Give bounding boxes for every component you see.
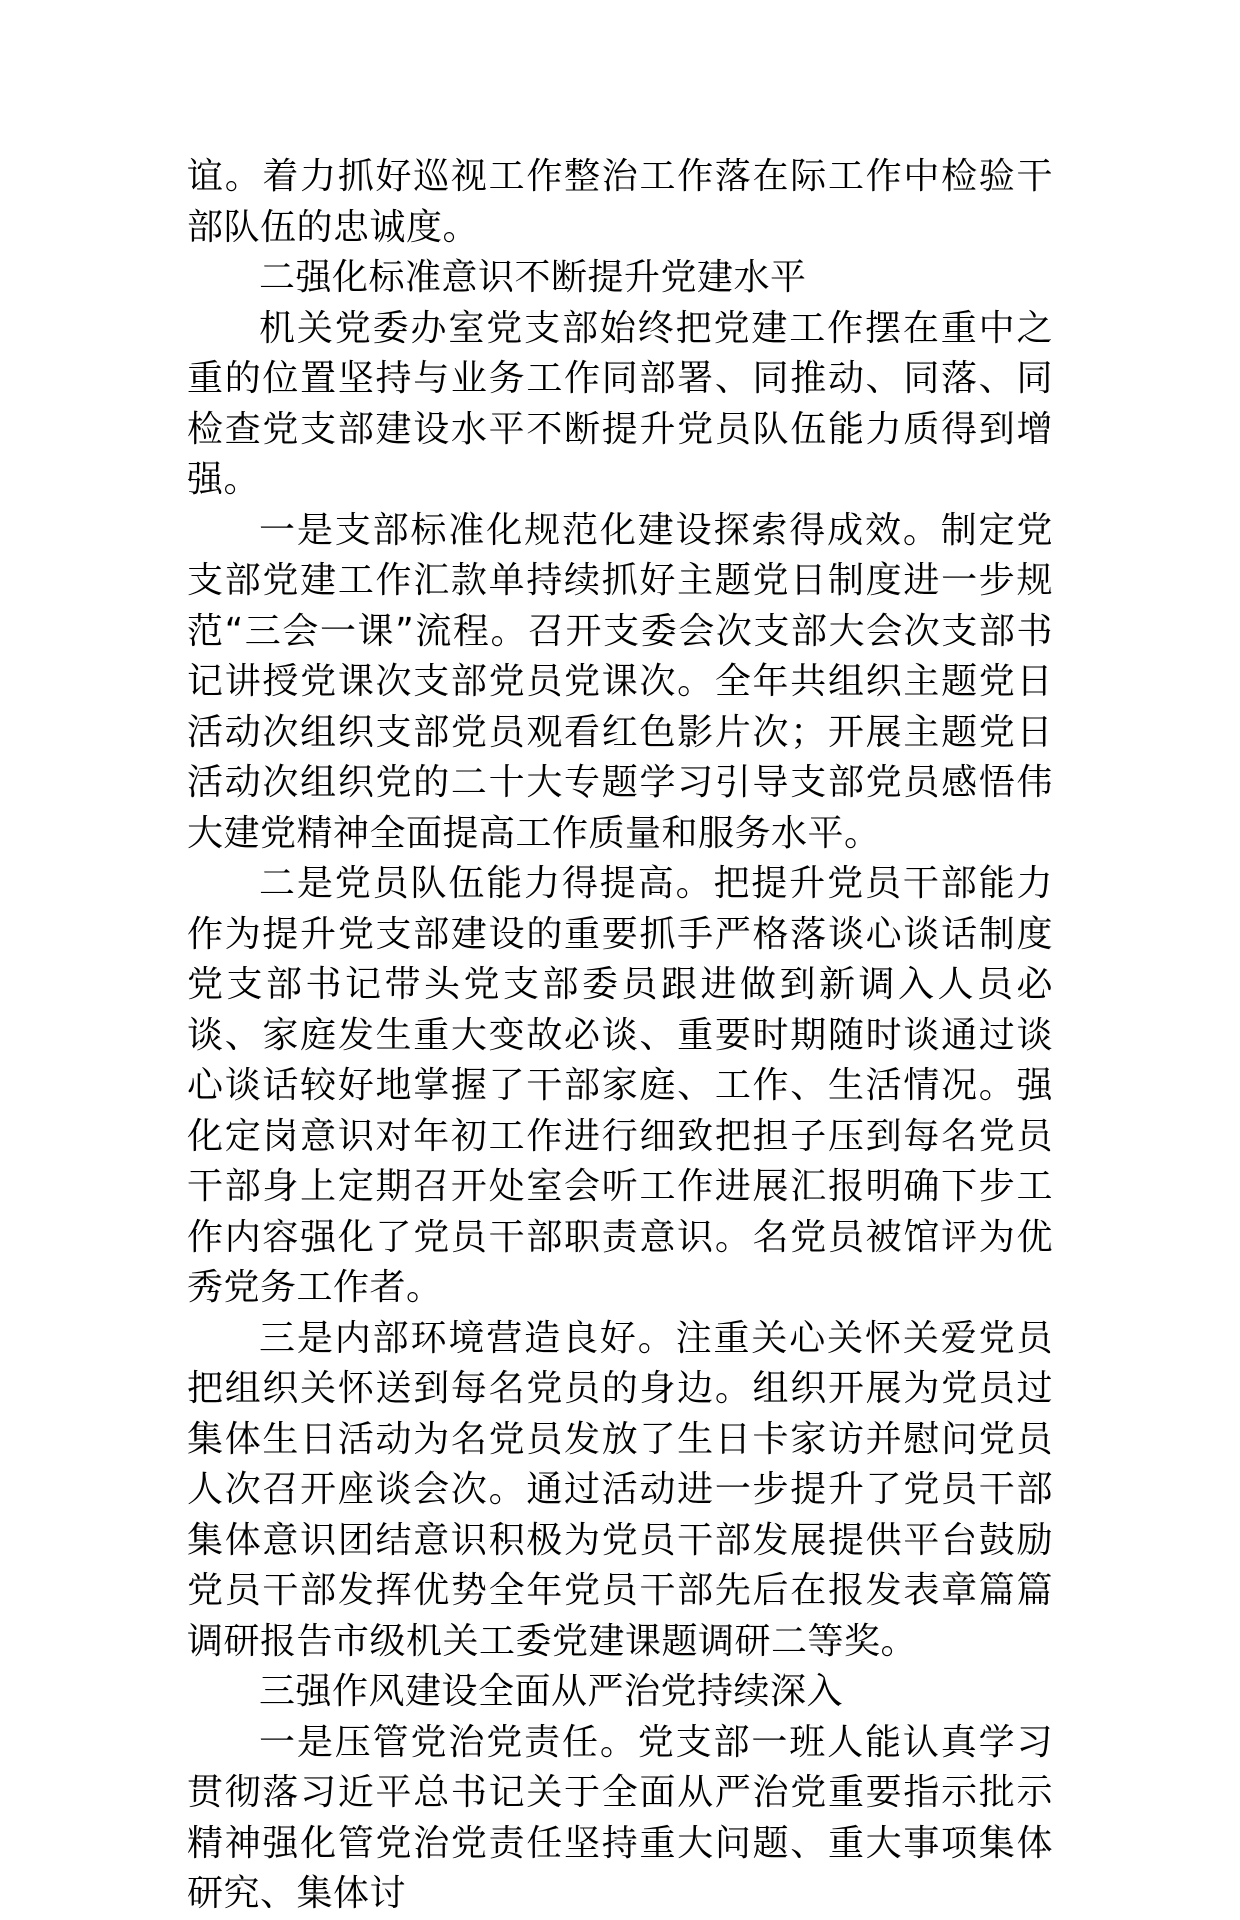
paragraph-section-3-point-1: 一是压管党治党责任。党支部一班人能认真学习贯彻落习近平总书记关于全面从严治党重要指示批示精神强化管党治党责任坚持重大问题、重大事项集体研究、集体讨 bbox=[187, 1721, 1053, 1914]
paragraph-point-3: 三是内部环境营造良好。注重关心关怀关爱党员把组织关怀送到每名党员的身边。组织开展为党员过集体生日活动为名党员发放了生日卡家访并慰问党员人次召开座谈会次。通过活动进一步提升了党员干部集体意识团结意识积极为党员干部发展提供平台鼓励党员干部发挥优势全年党员干部先后在报发表章篇篇调研报告市级机关工委党建课题调研二等奖。 bbox=[187, 1317, 1053, 1662]
document-page bbox=[187, 152, 1053, 1920]
section-heading-2: 二强化标准意识不断提升党建水平 bbox=[259, 257, 807, 298]
paragraph-continuation: 谊。着力抓好巡视工作整治工作落在际工作中检验干部队伍的忠诚度。 bbox=[187, 156, 1053, 248]
paragraph-section-2-intro: 机关党委办室党支部始终把党建工作摆在重中之重的位置坚持与业务工作同部署、同推动、同落、同检查党支部建设水平不断提升党员队伍能力质得到增强。 bbox=[187, 307, 1053, 500]
paragraph-point-2: 二是党员队伍能力得提高。把提升党员干部能力作为提升党支部建设的重要抓手严格落谈心谈话制度党支部书记带头党支部委员跟进做到新调入人员必谈、家庭发生重大变故必谈、重要时期随时谈通过谈心谈话较好地掌握了干部家庭、工作、生活情况。强化定岗意识对年初工作进行细致把担子压到每名党员干部身上定期召开处室会听工作进展汇报明确下步工作内容强化了党员干部职责意识。名党员被馆评为优秀党务工作者。 bbox=[187, 863, 1053, 1308]
paragraph-point-1: 一是支部标准化规范化建设探索得成效。制定党支部党建工作汇款单持续抓好主题党日制度进一步规范“三会一课”流程。召开支委会次支部大会次支部书记讲授党课次支部党员党课次。全年共组织主题党日活动次组织支部党员观看红色影片次；开展主题党日活动次组织党的二十大专题学习引导支部党员感悟伟大建党精神全面提高工作质量和服务水平。 bbox=[187, 509, 1053, 854]
section-heading-3: 三强作风建设全面从严治党持续深入 bbox=[259, 1671, 844, 1712]
